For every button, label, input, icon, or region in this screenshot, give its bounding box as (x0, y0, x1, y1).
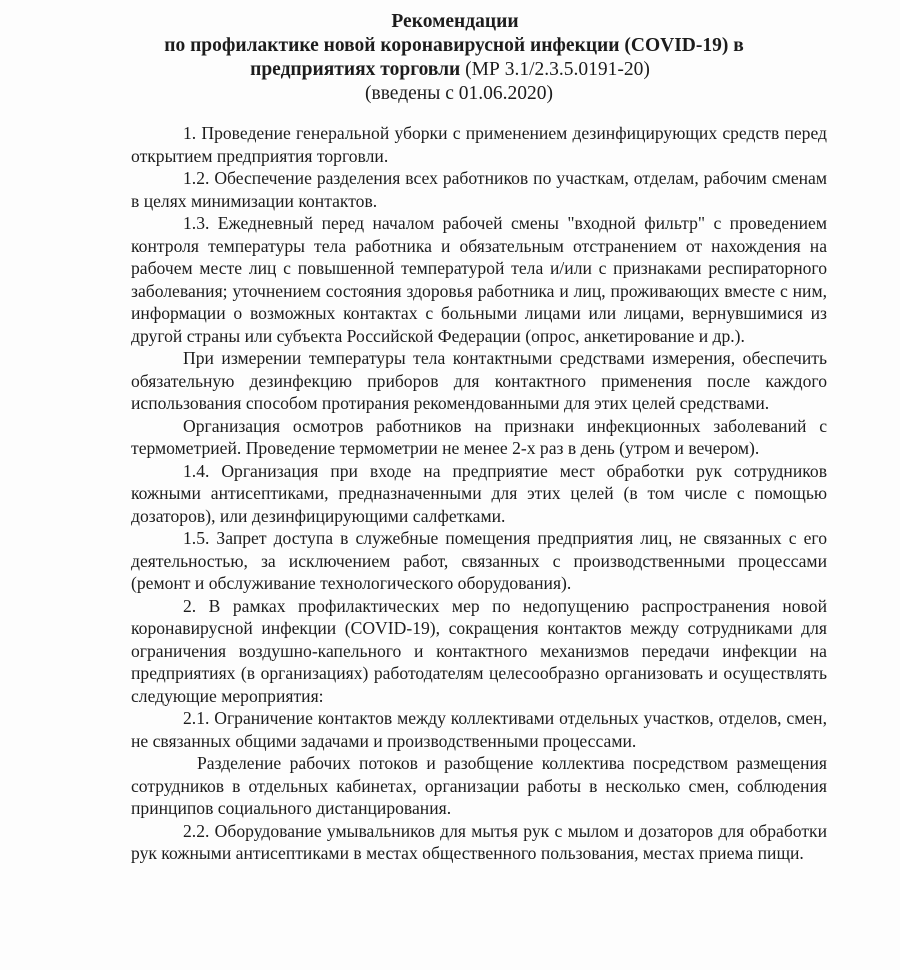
document-title: Рекомендации (391, 11, 519, 32)
paragraph-1-4: 1.4. Организация при входе на предприятие мест обработки рук сотрудников кожными антисептиками, предназначенными для этих целей (в том числе с помощью дозаторов), или дезинфицирующими салфетками. (131, 460, 827, 526)
paragraph-1-1: 1. Проведение генеральной уборки с применением дезинфицирующих средств перед открытием предприятия торговли. (131, 123, 827, 166)
paragraph-2-1: 2.1. Ограничение контактов между коллективами отдельных участков, отделов, смен, не связанных общими задачами и производственными процессами. (131, 708, 827, 751)
paragraph-1-3: 1.3. Ежедневный перед началом рабочей смены "входной фильтр" с проведением контроля температуры тела работника и обязательным отстранением от нахождения на рабочем месте лиц с повышенной температурой тела и/или с признаками респираторного заболевания; уточнением состояния здоровья работника и лиц, проживающих вместе с ним, информации о возможных контактах с больными лицами или лицами, вернувшимися из другой страны или субъекта Российской Федерации (опрос, анкетирование и др.). (131, 213, 827, 346)
document-effective-date: (введены с 01.06.2020) (365, 83, 553, 104)
paragraph-1-3-temperature: При измерении температуры тела контактными средствами измерения, обеспечить обязательную дезинфекцию приборов для контактного применения после каждого использования способом протирания рекомендованными для этих целей средствами. (131, 348, 827, 413)
document-subtitle-line2: предприятиях торговли (250, 59, 461, 80)
paragraph-1-5: 1.5. Запрет доступа в служебные помещения предприятия лиц, не связанных с его деятельностью, за исключением работ, связанных с производственными процессами (ремонт и обслуживание технологического оборудования). (131, 528, 827, 593)
document-header (0, 10, 900, 106)
paragraph-2-2: 2.2. Оборудование умывальников для мытья рук с мылом и дозаторов для обработки рук кожными антисептиками в местах общественного пользования, местах приема пищи. (131, 820, 827, 863)
document-code: (МР 3.1/2.3.5.0191-20) (460, 59, 650, 80)
document-body (131, 122, 827, 865)
paragraph-2: 2. В рамках профилактических мер по недопущению распространения новой коронавирусной инфекции (COVID-19), сокращения контактов между сотрудниками для ограничения воздушно-капельного и контактного механизмов передачи инфекции на предприятиях (в организациях) работодателям целесообразно организовать и осуществлять следующие мероприятия: (131, 595, 827, 706)
paragraph-2-1-separation: Разделение рабочих потоков и разобщение коллектива посредством размещения сотрудников в отдельных кабинетах, организации работы в несколько смен, соблюдения принципов социального дистанцирования. (131, 753, 827, 818)
document-subtitle-line1: по профилактике новой коронавирусной инфекции (COVID-19) в (164, 35, 744, 56)
paragraph-1-2: 1.2. Обеспечение разделения всех работников по участкам, отделам, рабочим сменам в целях минимизации контактов. (131, 168, 827, 211)
paragraph-1-3-inspections: Организация осмотров работников на признаки инфекционных заболеваний с термометрией. Проведение термометрии не менее 2-х раз в день (утром и вечером). (131, 415, 827, 458)
